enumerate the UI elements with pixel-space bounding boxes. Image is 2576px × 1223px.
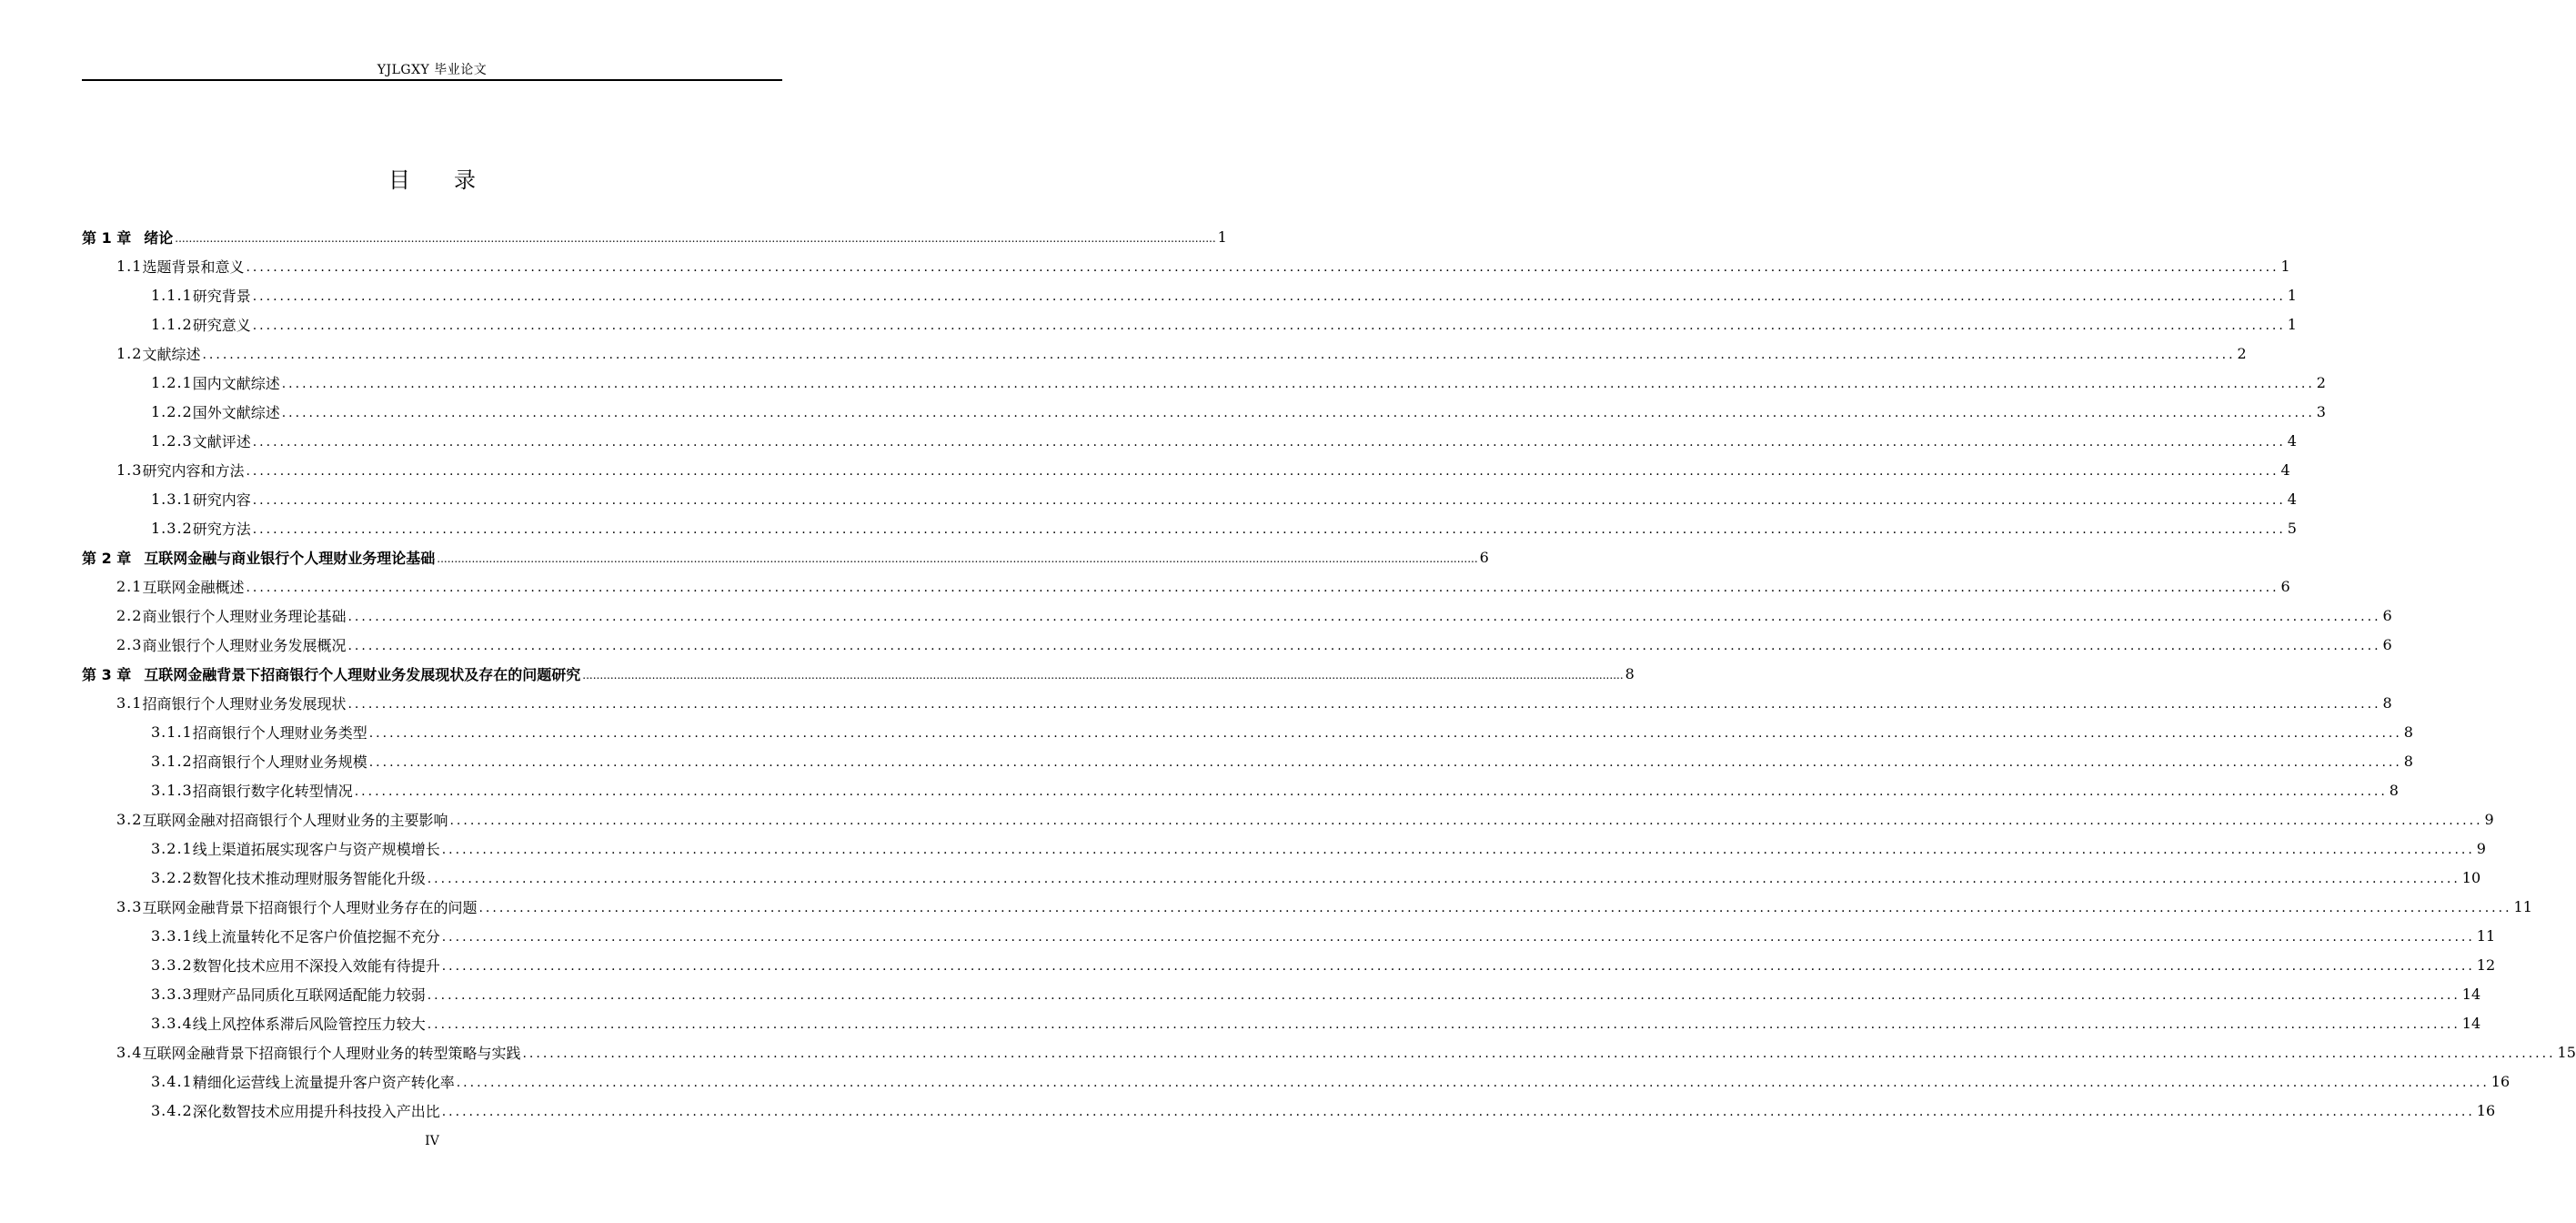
toc-entry-label: 研究方法 <box>192 520 251 538</box>
toc-entry-page: 1 <box>2287 286 2297 304</box>
toc-entry-page: 9 <box>2476 839 2486 857</box>
toc-entry[interactable] <box>82 834 2486 863</box>
toc-entry[interactable] <box>82 426 2297 455</box>
toc-entry-page: 6 <box>2280 577 2290 595</box>
toc-entry-label: 文献综述 <box>142 345 201 363</box>
toc-entry-page: 12 <box>2476 955 2496 974</box>
dot-leader: ............................................................................................................................................................................................................................................................................................................ <box>441 930 2475 945</box>
toc-entry-number: 3.3.1 <box>151 926 193 945</box>
toc-entry-page: 6 <box>2382 635 2392 653</box>
toc-entry-label: 国内文献综述 <box>192 374 280 392</box>
toc-entry-label: 研究内容和方法 <box>142 461 245 480</box>
toc-entry[interactable] <box>82 513 2297 542</box>
dot-leader: ............................................................................................................................................................................................................................................................................................................ <box>437 552 1478 565</box>
dot-leader: ............................................................................................................................................................................................................................................................................................................ <box>449 814 2483 828</box>
toc-entry-label: 互联网金融背景下招商银行个人理财业务存在的问题 <box>142 898 478 916</box>
header-rule <box>82 79 782 81</box>
toc-entry-label: 国外文献综述 <box>192 403 280 421</box>
toc-entry-label: 互联网金融对招商银行个人理财业务的主要影响 <box>142 811 448 829</box>
toc-entry-page: 1 <box>2280 257 2290 275</box>
toc-entry-page: 14 <box>2461 1014 2481 1032</box>
toc-entry-number: 3.1.3 <box>151 781 193 799</box>
dot-leader: ............................................................................................................................................................................................................................................................................................................ <box>368 726 2402 741</box>
toc-entry-number: 1.2.2 <box>151 402 193 420</box>
toc-entry-page: 8 <box>2403 723 2413 741</box>
toc-entry-label: 绪论 <box>144 228 174 247</box>
dot-leader: ............................................................................................................................................................................................................................................................................................................ <box>246 464 2279 479</box>
toc-entry[interactable] <box>82 688 2392 717</box>
toc-entry-label: 研究内容 <box>192 490 251 509</box>
dot-leader: ............................................................................................................................................................................................................................................................................................................ <box>252 493 2286 508</box>
toc-entry-page: 4 <box>2287 431 2297 450</box>
toc-entry-label: 研究意义 <box>192 316 251 334</box>
toc-entry-number: 第 2 章 <box>82 549 132 567</box>
toc-entry-number: 2.1 <box>116 577 143 595</box>
toc-entry[interactable] <box>82 1037 2576 1066</box>
dot-leader: ............................................................................................................................................................................................................................................................................................................ <box>347 697 2381 712</box>
toc-entry[interactable] <box>82 339 2247 368</box>
dot-leader: ............................................................................................................................................................................................................................................................................................................ <box>347 610 2381 624</box>
toc-entry-page: 6 <box>1479 548 1489 566</box>
toc-entry-number: 1.2 <box>116 344 143 362</box>
dot-leader: ............................................................................................................................................................................................................................................................................................................ <box>427 872 2460 886</box>
running-header: YJLGXY 毕业论文 <box>377 63 488 77</box>
toc-entry-number: 第 1 章 <box>82 228 132 247</box>
toc-entry-number: 3.1 <box>116 693 143 712</box>
toc-entry-number: 1.3.1 <box>151 490 193 508</box>
toc-entry-number: 1.1.2 <box>151 315 193 333</box>
toc-entry-page: 16 <box>2476 1101 2496 1119</box>
toc-entry-label: 线上渠道拓展实现客户与资产规模增长 <box>192 840 440 858</box>
toc-entry-number: 3.3 <box>116 897 143 915</box>
toc-entry-label: 招商银行数字化转型情况 <box>192 782 353 800</box>
toc-entry-page: 5 <box>2287 519 2297 537</box>
toc-entry[interactable] <box>82 746 2413 775</box>
toc-entry-number: 1.3.2 <box>151 519 193 537</box>
toc-entry[interactable] <box>82 804 2494 834</box>
toc-entry-number: 3.4.2 <box>151 1101 193 1119</box>
toc-entry-number: 2.2 <box>116 606 143 624</box>
toc-title: 目录 <box>388 167 519 193</box>
toc-entry-label: 互联网金融背景下招商银行个人理财业务发展现状及存在的问题研究 <box>144 665 581 683</box>
toc-entry-page: 15 <box>2557 1043 2576 1061</box>
dot-leader: ............................................................................................................................................................................................................................................................................................................ <box>281 406 2315 420</box>
toc-entry-number: 3.3.3 <box>151 985 193 1003</box>
dot-leader: ............................................................................................................................................................................................................................................................................................................ <box>246 260 2279 275</box>
toc-entry[interactable] <box>82 863 2481 892</box>
toc-entry-label: 招商银行个人理财业务类型 <box>192 723 367 742</box>
toc-entry-page: 8 <box>2382 693 2392 712</box>
toc-entry-label: 互联网金融与商业银行个人理财业务理论基础 <box>144 549 436 567</box>
toc-entry-page: 8 <box>2403 752 2413 770</box>
toc-entry-page: 8 <box>1625 664 1635 682</box>
toc-entry-label: 招商银行个人理财业务发展现状 <box>142 694 347 713</box>
toc-entry-label: 招商银行个人理财业务规模 <box>192 753 367 771</box>
dot-leader: ............................................................................................................................................................................................................................................................................................................ <box>252 435 2286 450</box>
toc-entry[interactable] <box>82 484 2297 513</box>
dot-leader: ............................................................................................................................................................................................................................................................................................................ <box>427 988 2460 1003</box>
toc-entry-page: 11 <box>2476 926 2496 945</box>
toc-entry-label: 文献评述 <box>192 432 251 450</box>
toc-entry-page: 16 <box>2490 1072 2511 1090</box>
toc-entry-page: 9 <box>2484 810 2494 828</box>
toc-entry[interactable] <box>82 717 2413 746</box>
toc-entry-label: 商业银行个人理财业务发展概况 <box>142 636 347 654</box>
toc-entry[interactable] <box>82 1008 2481 1037</box>
toc-entry-number: 1.1.1 <box>151 286 193 304</box>
toc-entry-label: 互联网金融背景下招商银行个人理财业务的转型策略与实践 <box>142 1044 521 1062</box>
dot-leader: ............................................................................................................................................................................................................................................................................................................ <box>252 318 2286 333</box>
toc-entry[interactable] <box>82 892 2532 921</box>
toc-entry-label: 精细化运营线上流量提升客户资产转化率 <box>192 1073 455 1091</box>
toc-entry[interactable] <box>82 979 2481 1008</box>
toc-entry[interactable] <box>82 630 2392 659</box>
toc-entry[interactable] <box>82 455 2290 484</box>
toc-entry-label: 线上流量转化不足客户价值挖掘不充分 <box>192 927 440 945</box>
dot-leader: ............................................................................................................................................................................................................................................................................................................ <box>175 232 1216 245</box>
dot-leader: ............................................................................................................................................................................................................................................................................................................ <box>478 901 2512 915</box>
toc-entry-page: 2 <box>2316 373 2326 391</box>
toc-entry-page: 1 <box>2287 315 2297 333</box>
toc-entry-page: 3 <box>2316 402 2326 420</box>
dot-leader: ............................................................................................................................................................................................................................................................................................................ <box>347 639 2381 653</box>
toc-entry[interactable] <box>82 542 1489 571</box>
toc-entry-number: 3.4 <box>116 1043 143 1061</box>
toc-entry-number: 3.4.1 <box>151 1072 193 1090</box>
toc-entry[interactable] <box>82 921 2496 950</box>
toc-entry[interactable] <box>82 368 2326 397</box>
toc-entry[interactable] <box>82 571 2290 601</box>
toc-entry-number: 1.1 <box>116 257 143 275</box>
toc-entry-number: 2.3 <box>116 635 143 653</box>
toc-entry-label: 研究背景 <box>192 287 251 305</box>
toc-entry-label: 深化数智技术应用提升科技投入产出比 <box>192 1102 440 1120</box>
toc-entry[interactable] <box>82 659 1635 688</box>
toc-entry-label: 数智化技术应用不深投入效能有待提升 <box>192 956 440 975</box>
dot-leader: ............................................................................................................................................................................................................................................................................................................ <box>252 289 2286 304</box>
dot-leader: ............................................................................................................................................................................................................................................................................................................ <box>582 669 1624 682</box>
toc-entry-label: 互联网金融概述 <box>142 578 245 596</box>
toc-entry[interactable] <box>82 1096 2496 1125</box>
toc-entry-page: 1 <box>1217 227 1227 246</box>
toc-entry-number: 3.2.2 <box>151 868 193 886</box>
toc-entry-page: 10 <box>2461 868 2481 886</box>
table-of-contents <box>82 222 2576 1125</box>
dot-leader: ............................................................................................................................................................................................................................................................................................................ <box>441 959 2475 974</box>
toc-entry-number: 3.2.1 <box>151 839 193 857</box>
toc-entry-page: 8 <box>2389 781 2399 799</box>
toc-entry-number: 3.1.2 <box>151 752 193 770</box>
toc-entry-page: 14 <box>2461 985 2481 1003</box>
dot-leader: ............................................................................................................................................................................................................................................................................................................ <box>246 581 2279 595</box>
dot-leader: ............................................................................................................................................................................................................................................................................................................ <box>441 1105 2475 1119</box>
toc-entry-label: 数智化技术推动理财服务智能化升级 <box>192 869 426 887</box>
dot-leader: ............................................................................................................................................................................................................................................................................................................ <box>441 843 2475 857</box>
toc-entry[interactable] <box>82 280 2297 309</box>
toc-entry[interactable] <box>82 251 2290 280</box>
dot-leader: ............................................................................................................................................................................................................................................................................................................ <box>354 784 2388 799</box>
toc-entry[interactable] <box>82 397 2326 426</box>
toc-entry-label: 理财产品同质化互联网适配能力较弱 <box>192 985 426 1004</box>
toc-entry[interactable] <box>82 775 2399 804</box>
toc-entry-number: 3.2 <box>116 810 143 828</box>
toc-entry-number: 第 3 章 <box>82 665 132 683</box>
toc-entry[interactable] <box>82 950 2496 979</box>
toc-entry-label: 选题背景和意义 <box>142 258 245 276</box>
toc-entry[interactable] <box>82 309 2297 339</box>
dot-leader: ............................................................................................................................................................................................................................................................................................................ <box>456 1076 2490 1090</box>
dot-leader: ............................................................................................................................................................................................................................................................................................................ <box>252 522 2286 537</box>
toc-entry-number: 1.2.1 <box>151 373 193 391</box>
toc-entry-label: 商业银行个人理财业务理论基础 <box>142 607 347 625</box>
toc-entry-page: 6 <box>2382 606 2392 624</box>
toc-entry-number: 3.3.4 <box>151 1014 193 1032</box>
toc-entry[interactable] <box>82 222 1227 251</box>
page-number: IV <box>425 1134 439 1148</box>
toc-entry-page: 4 <box>2280 460 2290 479</box>
toc-entry-label: 线上风控体系滞后风险管控压力较大 <box>192 1015 426 1033</box>
dot-leader: ............................................................................................................................................................................................................................................................................................................ <box>368 755 2402 770</box>
toc-entry-number: 1.2.3 <box>151 431 193 450</box>
toc-entry-number: 1.3 <box>116 460 143 479</box>
toc-entry[interactable] <box>82 601 2392 630</box>
toc-entry-page: 2 <box>2237 344 2247 362</box>
toc-entry-number: 3.3.2 <box>151 955 193 974</box>
toc-entry[interactable] <box>82 1066 2511 1096</box>
dot-leader: ............................................................................................................................................................................................................................................................................................................ <box>202 348 2236 362</box>
dot-leader: ............................................................................................................................................................................................................................................................................................................ <box>522 1046 2556 1061</box>
toc-entry-page: 4 <box>2287 490 2297 508</box>
dot-leader: ............................................................................................................................................................................................................................................................................................................ <box>427 1017 2460 1032</box>
toc-entry-page: 11 <box>2513 897 2532 915</box>
dot-leader: ............................................................................................................................................................................................................................................................................................................ <box>281 377 2315 391</box>
toc-entry-number: 3.1.1 <box>151 723 193 741</box>
